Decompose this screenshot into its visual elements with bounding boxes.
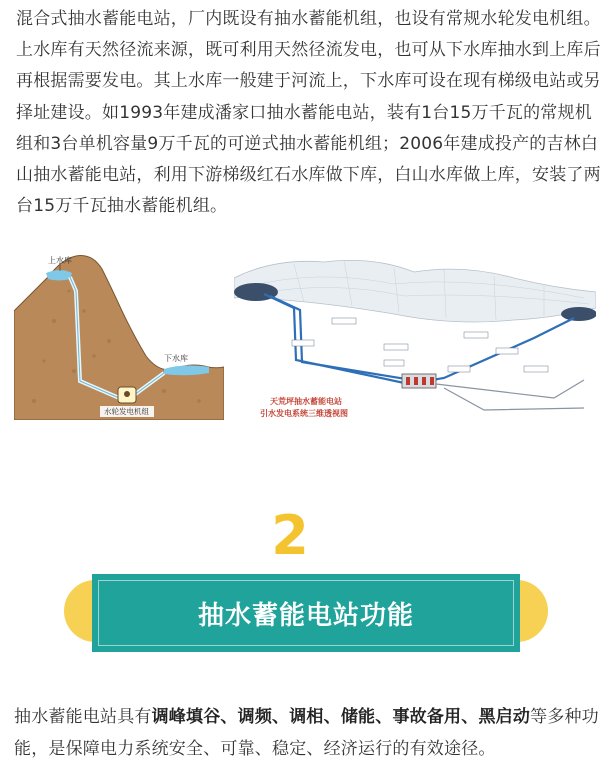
section-number: 2 <box>271 504 309 567</box>
function-black-start: 黑启动 <box>478 707 531 727</box>
lower-reservoir-label: 下水库 <box>164 354 188 363</box>
function-backup: 事故备用 <box>392 707 462 727</box>
upper-reservoir-label: 上水库 <box>48 256 72 265</box>
banner-box <box>92 574 520 652</box>
separator: 、 <box>220 707 238 727</box>
intro-paragraph: 混合式抽水蓄能电站，厂内既设有抽水蓄能机组，也设有常规水轮发电机组。上水库有天然径流来源，既可利用天然径流发电，也可从下水库抽水到上库后再根据需要发电。其上水库一般建于河流上，下水库可设在现有梯级电站或另择址建设。如1993年建成潘家口抽水蓄能电站，装有1台15万千瓦的常规机组和3台单机容量9万千瓦的可逆式抽水蓄能机组；2006年建成投产的吉林白山抽水蓄能电站，利用下游梯级红石水库做下库，白山水库做上库，安装了两台15万千瓦抽水蓄能机组。 <box>16 9 601 217</box>
section-title: 抽水蓄能电站功能 <box>197 600 414 631</box>
functions-prefix: 抽水蓄能电站具有 <box>14 707 152 727</box>
function-frequency: 调频 <box>237 707 273 727</box>
diagram-caption-line2: 引水发电系统三维透视图 <box>260 409 348 418</box>
functions-paragraph <box>14 701 602 765</box>
separator: 、 <box>272 707 290 727</box>
separator: 、 <box>375 707 393 727</box>
functions-suffix: 等多种功能，是保障电力系统安全、可靠、稳定、经济运行的有效途径。 <box>14 707 599 759</box>
generator-unit-label: 水轮发电机组 <box>104 407 149 416</box>
separator: 、 <box>461 707 479 727</box>
function-peak-shaving: 调峰填谷 <box>151 707 221 727</box>
diagram-caption-line1: 天荒坪抽水蓄能电站 <box>270 397 342 406</box>
function-storage: 储能 <box>340 707 376 727</box>
function-phase: 调相 <box>289 707 324 727</box>
section-banner <box>64 566 548 652</box>
waterway-system-3d-diagram <box>234 248 596 424</box>
pumped-storage-cross-section-diagram <box>14 251 224 420</box>
separator: 、 <box>323 707 341 727</box>
